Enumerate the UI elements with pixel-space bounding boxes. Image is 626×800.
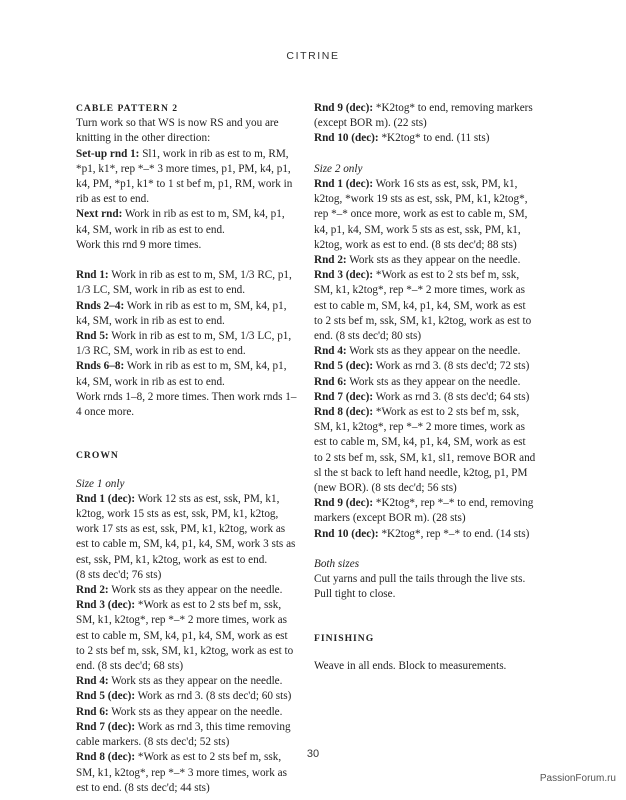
- s2-rnd-6: [314, 375, 537, 390]
- s2-rnd-3-label: Rnd 3 (dec):: [314, 269, 374, 282]
- s2-rnd-8-text: *Work as est to 2 sts bef m, ssk, SM, k1, k2tog*, rep *–* 2 more times, work as est to cable m, SM, k4, p1, k4, SM, work as est to 2 sts bef m, ssk, SM, k1, sl1, remove BOR and sl the st back to left hand needle, k2tog, p1, PM (new BOR). (8 sts dec'd; 56 sts): [314, 406, 536, 495]
- s2-rnd-5: [314, 359, 537, 374]
- s2-rnd-3-text: *Work as est to 2 sts bef m, ssk, SM, k1, k2tog*, rep *–* 2 more times, work as est to cable m, SM, k4, p1, k4, SM, work as est to 2 sts bef m, ssk, SM, k1, k2tog, work as est to end. (8 sts dec'd; 80 sts): [314, 269, 532, 343]
- cable-rnd-5: [76, 329, 298, 359]
- page-number: 30: [306, 748, 320, 760]
- s1-rnd-1-text: Work 12 sts as est, ssk, PM, k1, k2tog, work 15 sts as est, ssk, PM, k1, k2tog, work 17 sts as est, ssk, PM, k1, k2tog, work as est to cable m, SM, k4, p1, k4, SM, work 3 sts as est, ssk, PM, k1, k2tog, work as est to end.: [76, 492, 296, 566]
- cable-rnds-6-8: [76, 359, 298, 389]
- cable-rnds-2-4-label: Rnds 2–4:: [76, 299, 125, 312]
- next-rnd-instruction: [76, 207, 298, 237]
- watermark: PassionForum.ru: [539, 773, 616, 784]
- s1-rnd-4-text: Work sts as they appear on the needle.: [108, 675, 283, 688]
- s1-rnd-10-label: Rnd 10 (dec):: [314, 132, 379, 145]
- s1-rnd-10: [314, 131, 537, 146]
- s2-rnd-4-label: Rnd 4:: [314, 345, 347, 358]
- cable-rnd-1-text: Work in rib as est to m, SM, 1/3 RC, p1, 1/3 LC, SM, work in rib as est to end.: [76, 269, 292, 297]
- s2-rnd-8-label: Rnd 8 (dec):: [314, 406, 374, 419]
- finishing-heading: FINISHING: [314, 632, 375, 644]
- cable-pattern-heading: CABLE PATTERN 2: [76, 103, 179, 114]
- s1-rnd-5-label: Rnd 5 (dec):: [76, 690, 136, 703]
- next-rnd-label: Next rnd:: [76, 208, 123, 221]
- size-2-label: Size 2 only: [314, 162, 363, 175]
- left-column: [76, 101, 298, 796]
- s1-rnd-2: [76, 583, 298, 598]
- s1-rnd-8-text-start: *Work as est to 2 sts bef m, ssk, SM, k1, k2tog*, rep *–* 3 more times, work as est to end. (8 sts dec'd; 44 sts): [76, 751, 287, 794]
- s1-rnd-1: [76, 492, 298, 568]
- cable-rnd-1-label: Rnd 1:: [76, 269, 109, 282]
- s2-rnd-10: [314, 527, 537, 542]
- s2-rnd-9-label: Rnd 9 (dec):: [314, 497, 374, 510]
- s1-rnd-5-text: Work as rnd 3. (8 sts dec'd; 60 sts): [135, 690, 292, 703]
- s2-rnd-6-text: Work sts as they appear on the needle.: [346, 375, 521, 388]
- both-sizes-label: Both sizes: [314, 558, 360, 571]
- finishing-text: Weave in all ends. Block to measurements.: [314, 660, 507, 673]
- s2-rnd-7-label: Rnd 7 (dec):: [314, 390, 374, 403]
- s2-rnd-10-label: Rnd 10 (dec):: [314, 527, 379, 540]
- repeat-line: Work this rnd 9 more times.: [76, 238, 202, 251]
- work-rnds-line: Work rnds 1–8, 2 more times. Then work rnds 1–4 once more.: [76, 390, 297, 419]
- s2-rnd-2-text: Work sts as they appear on the needle.: [346, 254, 521, 267]
- s2-rnd-4-text: Work sts as they appear on the needle.: [346, 345, 521, 358]
- s2-rnd-1-text: Work 16 sts as est, ssk, PM, k1, k2tog, *work 19 sts as est, ssk, PM, k1, k2tog*, rep *–* once more, work as est to cable m, SM, k4, p1, k4, SM, work 5 sts as est, ssk, PM, k1, k2tog, work as est to end. (8 sts dec'd; 88 sts): [314, 178, 528, 251]
- s2-rnd-1-label: Rnd 1 (dec):: [314, 178, 374, 190]
- s2-rnd-2: [314, 253, 537, 268]
- cable-rnds-6-8-label: Rnds 6–8:: [76, 360, 125, 373]
- s1-rnd-3-text: *Work as est to 2 sts bef m, ssk, SM, k1, k2tog*, rep *–* 2 more times, work as est to cable m, SM, k4, p1, k4, SM, work as est to 2 sts bef m, ssk, SM, k1, k2tog, work as est to end. (8 sts dec'd; 68 sts): [76, 599, 294, 673]
- cable-intro: Turn work so that WS is now RS and you are knitting in the other direction:: [76, 117, 279, 145]
- cable-rnds-2-4-text: Work in rib as est to m, SM, k4, p1, k4, SM, work in rib as est to end.: [76, 299, 287, 327]
- s2-rnd-4: [314, 344, 537, 359]
- s2-rnd-3: [314, 268, 537, 344]
- s1-rnd-6-label: Rnd 6:: [76, 705, 109, 718]
- s1-rnd-3: [76, 598, 298, 674]
- s1-rnd-7: [76, 720, 298, 750]
- s1-rnd-2-label: Rnd 2:: [76, 584, 109, 597]
- s1-rnd-2-text: Work sts as they appear on the needle.: [108, 584, 283, 597]
- s2-rnd-8: [314, 405, 537, 496]
- s1-rnd-9: [314, 101, 537, 131]
- s2-rnd-1: [314, 177, 537, 253]
- s2-rnd-5-text: Work as rnd 3. (8 sts dec'd; 72 sts): [373, 360, 530, 373]
- running-head-title: CITRINE: [286, 50, 340, 62]
- s1-rnd-3-label: Rnd 3 (dec):: [76, 599, 136, 612]
- cable-rnd-5-text: Work in rib as est to m, SM, 1/3 LC, p1, 1/3 RC, SM, work in rib as est to end.: [76, 330, 292, 358]
- s1-rnd-8-label: Rnd 8 (dec):: [76, 751, 136, 764]
- s2-rnd-6-label: Rnd 6:: [314, 375, 347, 388]
- both-sizes-text: Cut yarns and pull the tails through the live sts. Pull tight to close.: [314, 573, 526, 601]
- s2-rnd-9-text: *K2tog*, rep *–* to end, removing markers (except BOR m). (28 sts): [314, 497, 534, 525]
- s2-rnd-10-text: *K2tog*, rep *–* to end. (14 sts): [378, 527, 530, 540]
- s2-rnd-2-label: Rnd 2:: [314, 254, 347, 267]
- s1-rnd-7-label: Rnd 7 (dec):: [76, 720, 136, 733]
- right-column: [314, 101, 537, 674]
- s2-rnd-5-label: Rnd 5 (dec):: [314, 360, 374, 373]
- crown-heading: CROWN: [76, 450, 119, 462]
- s1-rnd-4: [76, 674, 298, 689]
- s1-rnd-9-label: Rnd 9 (dec):: [314, 102, 374, 114]
- s1-rnd-7-text: Work as rnd 3, this time removing cable markers. (8 sts dec'd; 52 sts): [76, 720, 291, 749]
- cable-rnd-5-label: Rnd 5:: [76, 330, 109, 343]
- s2-rnd-7: [314, 390, 537, 405]
- cable-rnds-2-4: [76, 299, 298, 329]
- setup-rnd-label: Set-up rnd 1:: [76, 147, 140, 160]
- s1-rnd-5: [76, 689, 298, 704]
- s2-rnd-9: [314, 496, 537, 526]
- s1-rnd-1-count: (8 sts dec'd; 76 sts): [76, 568, 162, 581]
- s1-rnd-10-text: *K2tog* to end. (11 sts): [378, 132, 490, 145]
- s1-rnd-6-text: Work sts as they appear on the needle.: [108, 705, 283, 718]
- setup-rnd-text: Sl1, work in rib as est to m, RM, *p1, k1*, rep *–* 3 more times, p1, PM, k4, p1, k4, PM, *p1, k1* to 1 st bef m, p1, RM, work in rib as est to end.: [76, 147, 293, 206]
- cable-rnd-1: [76, 268, 298, 298]
- cable-rnds-6-8-text: Work in rib as est to m, SM, k4, p1, k4, SM, work in rib as est to end.: [76, 360, 287, 388]
- s1-rnd-1-label: Rnd 1 (dec):: [76, 492, 136, 505]
- s1-rnd-9-text: *K2tog* to end, removing markers (except BOR m). (22 sts): [314, 102, 533, 130]
- size-1-label: Size 1 only: [76, 477, 125, 490]
- s2-rnd-7-text: Work as rnd 3. (8 sts dec'd; 64 sts): [373, 390, 530, 403]
- s1-rnd-4-label: Rnd 4:: [76, 675, 109, 688]
- s1-rnd-6: [76, 705, 298, 720]
- setup-rnd-instruction: [76, 147, 298, 208]
- next-rnd-text: Work in rib as est to m, SM, k4, p1, k4, SM, work in rib as est to end.: [76, 208, 285, 236]
